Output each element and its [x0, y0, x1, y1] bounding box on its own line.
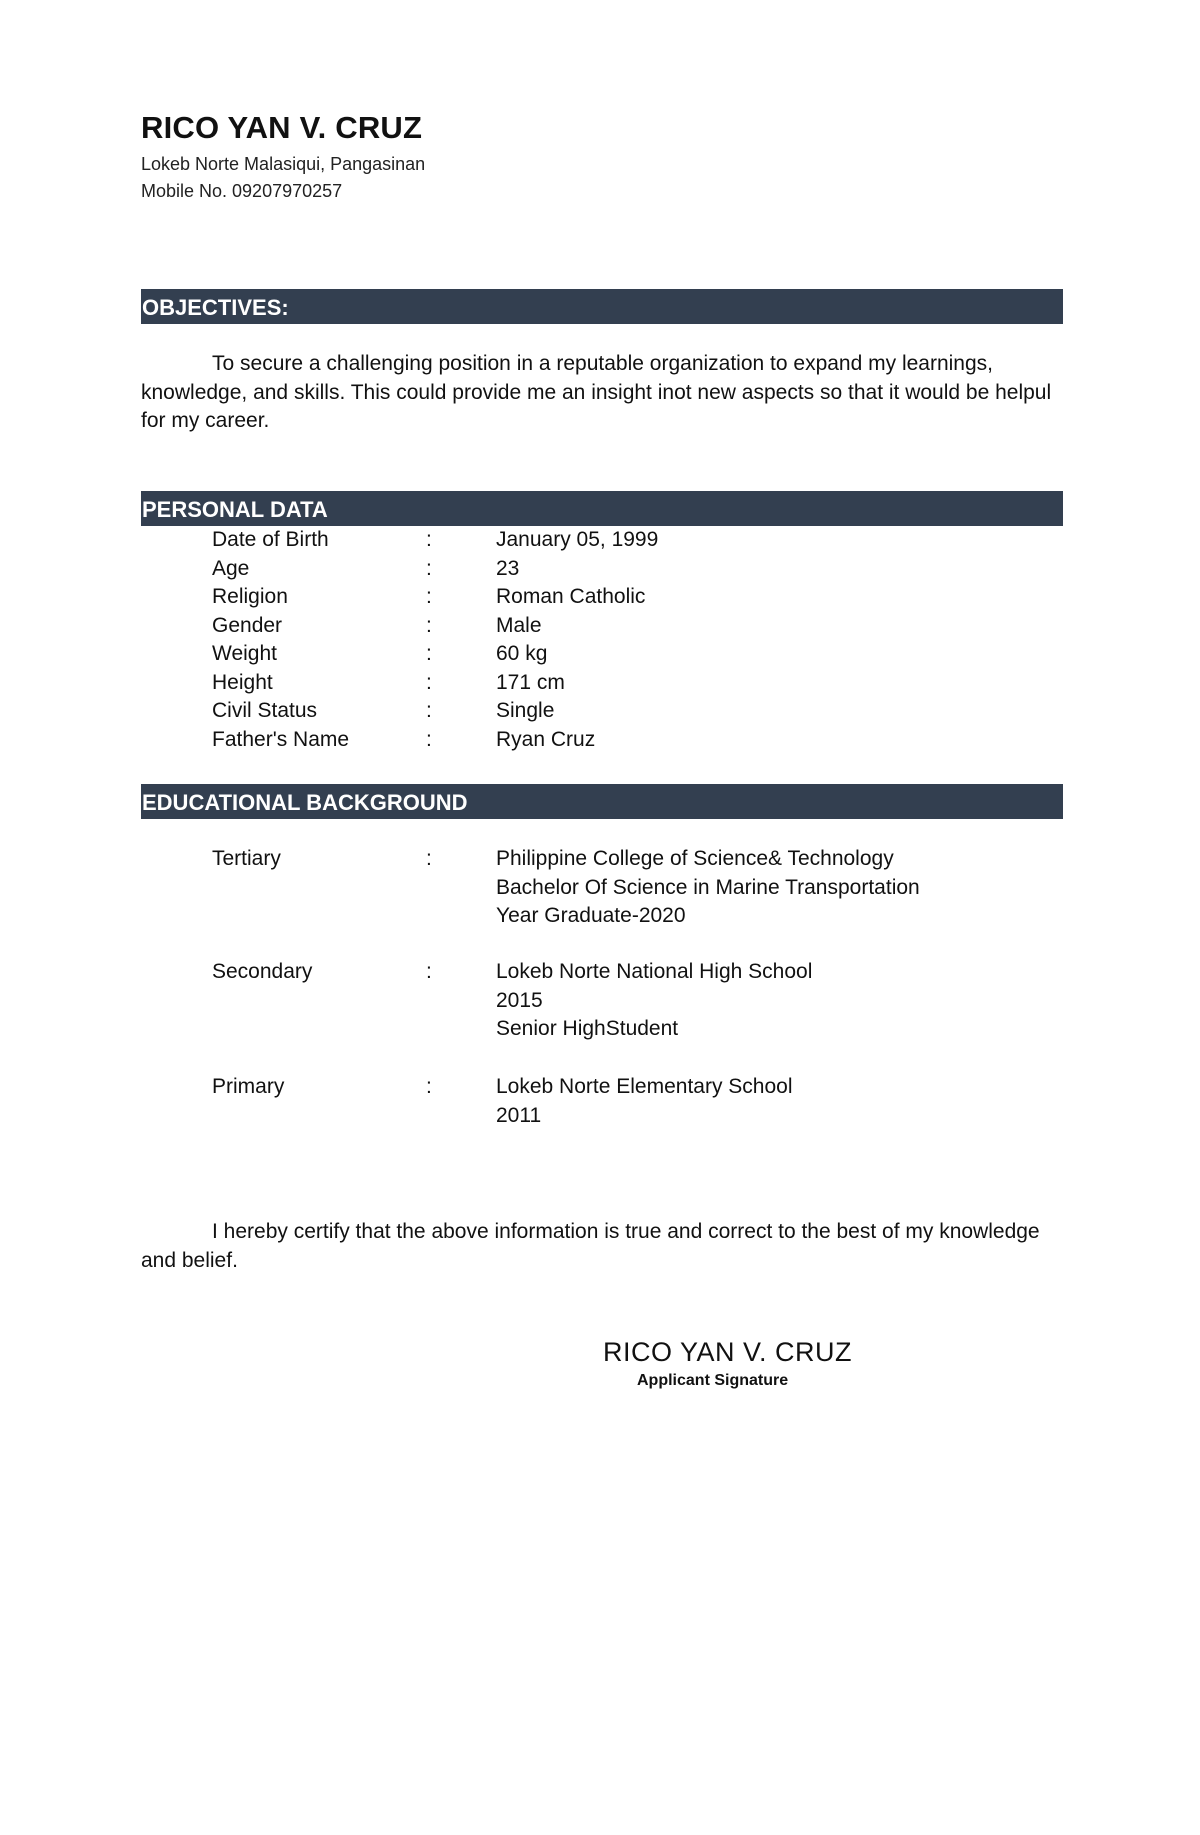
field-value: 60 kg	[496, 642, 548, 665]
school-name: Philippine College of Science& Technology	[496, 847, 894, 870]
field-label: Religion	[212, 585, 288, 608]
field-label: Date of Birth	[212, 528, 329, 551]
year: 2011	[496, 1103, 542, 1127]
field-value: 23	[496, 556, 520, 580]
separator: :	[426, 1075, 432, 1098]
objectives-heading: OBJECTIVES:	[141, 289, 1063, 324]
field-value: Ryan Cruz	[496, 727, 596, 751]
separator: :	[426, 556, 432, 580]
school-name: Lokeb Norte National High School	[496, 960, 813, 983]
education-level: Primary	[212, 1075, 285, 1098]
personal-row	[0, 612, 1200, 641]
field-label: Civil Status	[212, 699, 318, 722]
separator: :	[426, 670, 432, 694]
certification-text: I hereby certify that the above information is true and correct to the best of my knowledge and belief.	[141, 1220, 1040, 1272]
separator: :	[426, 960, 432, 983]
education-details	[496, 1073, 1096, 1130]
education-details	[496, 958, 1096, 1044]
separator: :	[426, 585, 432, 608]
school-name: Lokeb Norte Elementary School	[496, 1075, 793, 1098]
personal-row	[0, 583, 1200, 612]
year: 2015	[496, 988, 543, 1012]
field-value: Roman Catholic	[496, 585, 646, 608]
personal-row	[0, 697, 1200, 726]
course: Bachelor Of Science in Marine Transportation	[496, 875, 920, 899]
education-heading: EDUCATIONAL BACKGROUND	[141, 784, 1063, 819]
applicant-name: RICO YAN V. CRUZ	[141, 110, 423, 145]
field-value: Single	[496, 699, 555, 722]
field-value: Male	[496, 613, 542, 637]
separator: :	[426, 847, 432, 870]
separator: :	[426, 613, 432, 637]
separator: :	[426, 727, 432, 751]
field-label: Gender	[212, 613, 283, 637]
education-level: Secondary	[212, 960, 313, 983]
year-graduated: Year Graduate-2020	[496, 904, 686, 927]
signature-caption: Applicant Signature	[637, 1372, 789, 1389]
personal-row	[0, 726, 1200, 755]
personal-row	[0, 555, 1200, 584]
personal-data-heading: PERSONAL DATA	[141, 491, 1063, 526]
personal-row	[0, 669, 1200, 698]
field-label: Father's Name	[212, 727, 350, 751]
objectives-text: To secure a challenging position in a reputable organization to expand my learnings, knowledge, and skills. This could provide me an insight inot new aspects so that it would be helpul for my career.	[141, 352, 1052, 432]
field-value: 171 cm	[496, 670, 565, 694]
separator: :	[426, 528, 432, 551]
mobile-number: Mobile No. 09207970257	[141, 181, 343, 201]
separator: :	[426, 642, 432, 665]
separator: :	[426, 699, 432, 722]
education-details	[496, 845, 1096, 931]
personal-row	[0, 640, 1200, 669]
personal-row	[0, 526, 1200, 555]
field-label: Height	[212, 670, 273, 694]
field-label: Age	[212, 556, 250, 580]
signature-name: RICO YAN V. CRUZ	[603, 1337, 853, 1367]
address: Lokeb Norte Malasiqui, Pangasinan	[141, 154, 426, 174]
education-level: Tertiary	[212, 847, 281, 870]
field-label: Weight	[212, 642, 277, 665]
note: Senior HighStudent	[496, 1017, 679, 1040]
field-value: January 05, 1999	[496, 528, 659, 551]
